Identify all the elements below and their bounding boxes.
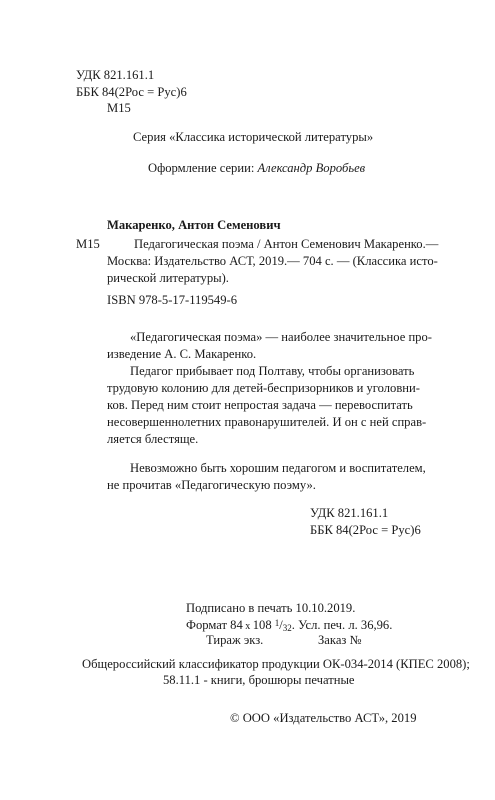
author-mark-top: М15 xyxy=(107,101,131,115)
signed-to-print: Подписано в печать 10.10.2019. xyxy=(186,601,356,615)
bib-author-mark: М15 xyxy=(76,237,100,251)
format-x: х xyxy=(242,621,253,632)
annotation-p2-l2: трудовую колонию для детей-беспризорников и уголовни- xyxy=(107,381,420,395)
format-slash: / xyxy=(279,618,283,632)
tirazh: Тираж экз. xyxy=(206,633,264,647)
format-suffix: . Усл. печ. л. 36,96. xyxy=(291,618,393,632)
bib-line-3: рической литературы). xyxy=(107,271,229,285)
designer-name: Александр Воробьев xyxy=(257,161,366,175)
copyright: © ООО «Издательство АСТ», 2019 xyxy=(230,711,417,725)
series-line: Серия «Классика исторической литературы» xyxy=(133,130,374,144)
design-credit xyxy=(148,160,365,177)
format-prefix: Формат 84 xyxy=(186,618,243,632)
design-label: Оформление серии: xyxy=(148,161,258,175)
annotation-p2-l5: ляется блестяще. xyxy=(107,432,199,446)
udk-code-bottom: УДК 821.161.1 xyxy=(310,506,389,520)
annotation-p2-l3: ков. Перед ним стоит непростая задача — перевоспитать xyxy=(107,398,413,412)
classifier-line-1: Общероссийский классификатор продукции ОК-034-2014 (КПЕС 2008); xyxy=(82,657,470,671)
udk-code-top: УДК 821.161.1 xyxy=(76,68,155,82)
annotation-p2-l1: Педагог прибывает под Полтаву, чтобы организовать xyxy=(130,364,415,378)
isbn: ISBN 978-5-17-119549-6 xyxy=(107,293,238,307)
annotation-p3-l2: не прочитав «Педагогическую поэму». xyxy=(107,478,316,492)
classifier-line-2: 58.11.1 - книги, брошюры печатные xyxy=(163,673,355,687)
bbk-code-bottom: ББК 84(2Рос = Рус)6 xyxy=(310,523,421,537)
bbk-code-top: ББК 84(2Рос = Рус)6 xyxy=(76,85,187,99)
annotation-p1-l1: «Педагогическая поэма» — наиболее значительное про- xyxy=(130,330,432,344)
author-heading: Макаренко, Антон Семенович xyxy=(107,218,281,232)
bib-line-1: Педагогическая поэма / Антон Семенович Макаренко.— xyxy=(134,237,439,251)
format-numerator: 1 xyxy=(274,618,280,628)
annotation-p1-l2: изведение А. С. Макаренко. xyxy=(107,347,257,361)
zakaz: Заказ № xyxy=(318,633,362,647)
annotation-p2-l4: несовершеннолетних правонарушителей. И он с ней справ- xyxy=(107,415,427,429)
bib-line-2: Москва: Издательство АСТ, 2019.— 704 с. — (Классика исто- xyxy=(107,254,438,268)
format-108: 108 xyxy=(252,618,275,632)
annotation-p3-l1: Невозможно быть хорошим педагогом и воспитателем, xyxy=(130,461,426,475)
format-denominator: 32 xyxy=(282,623,292,633)
